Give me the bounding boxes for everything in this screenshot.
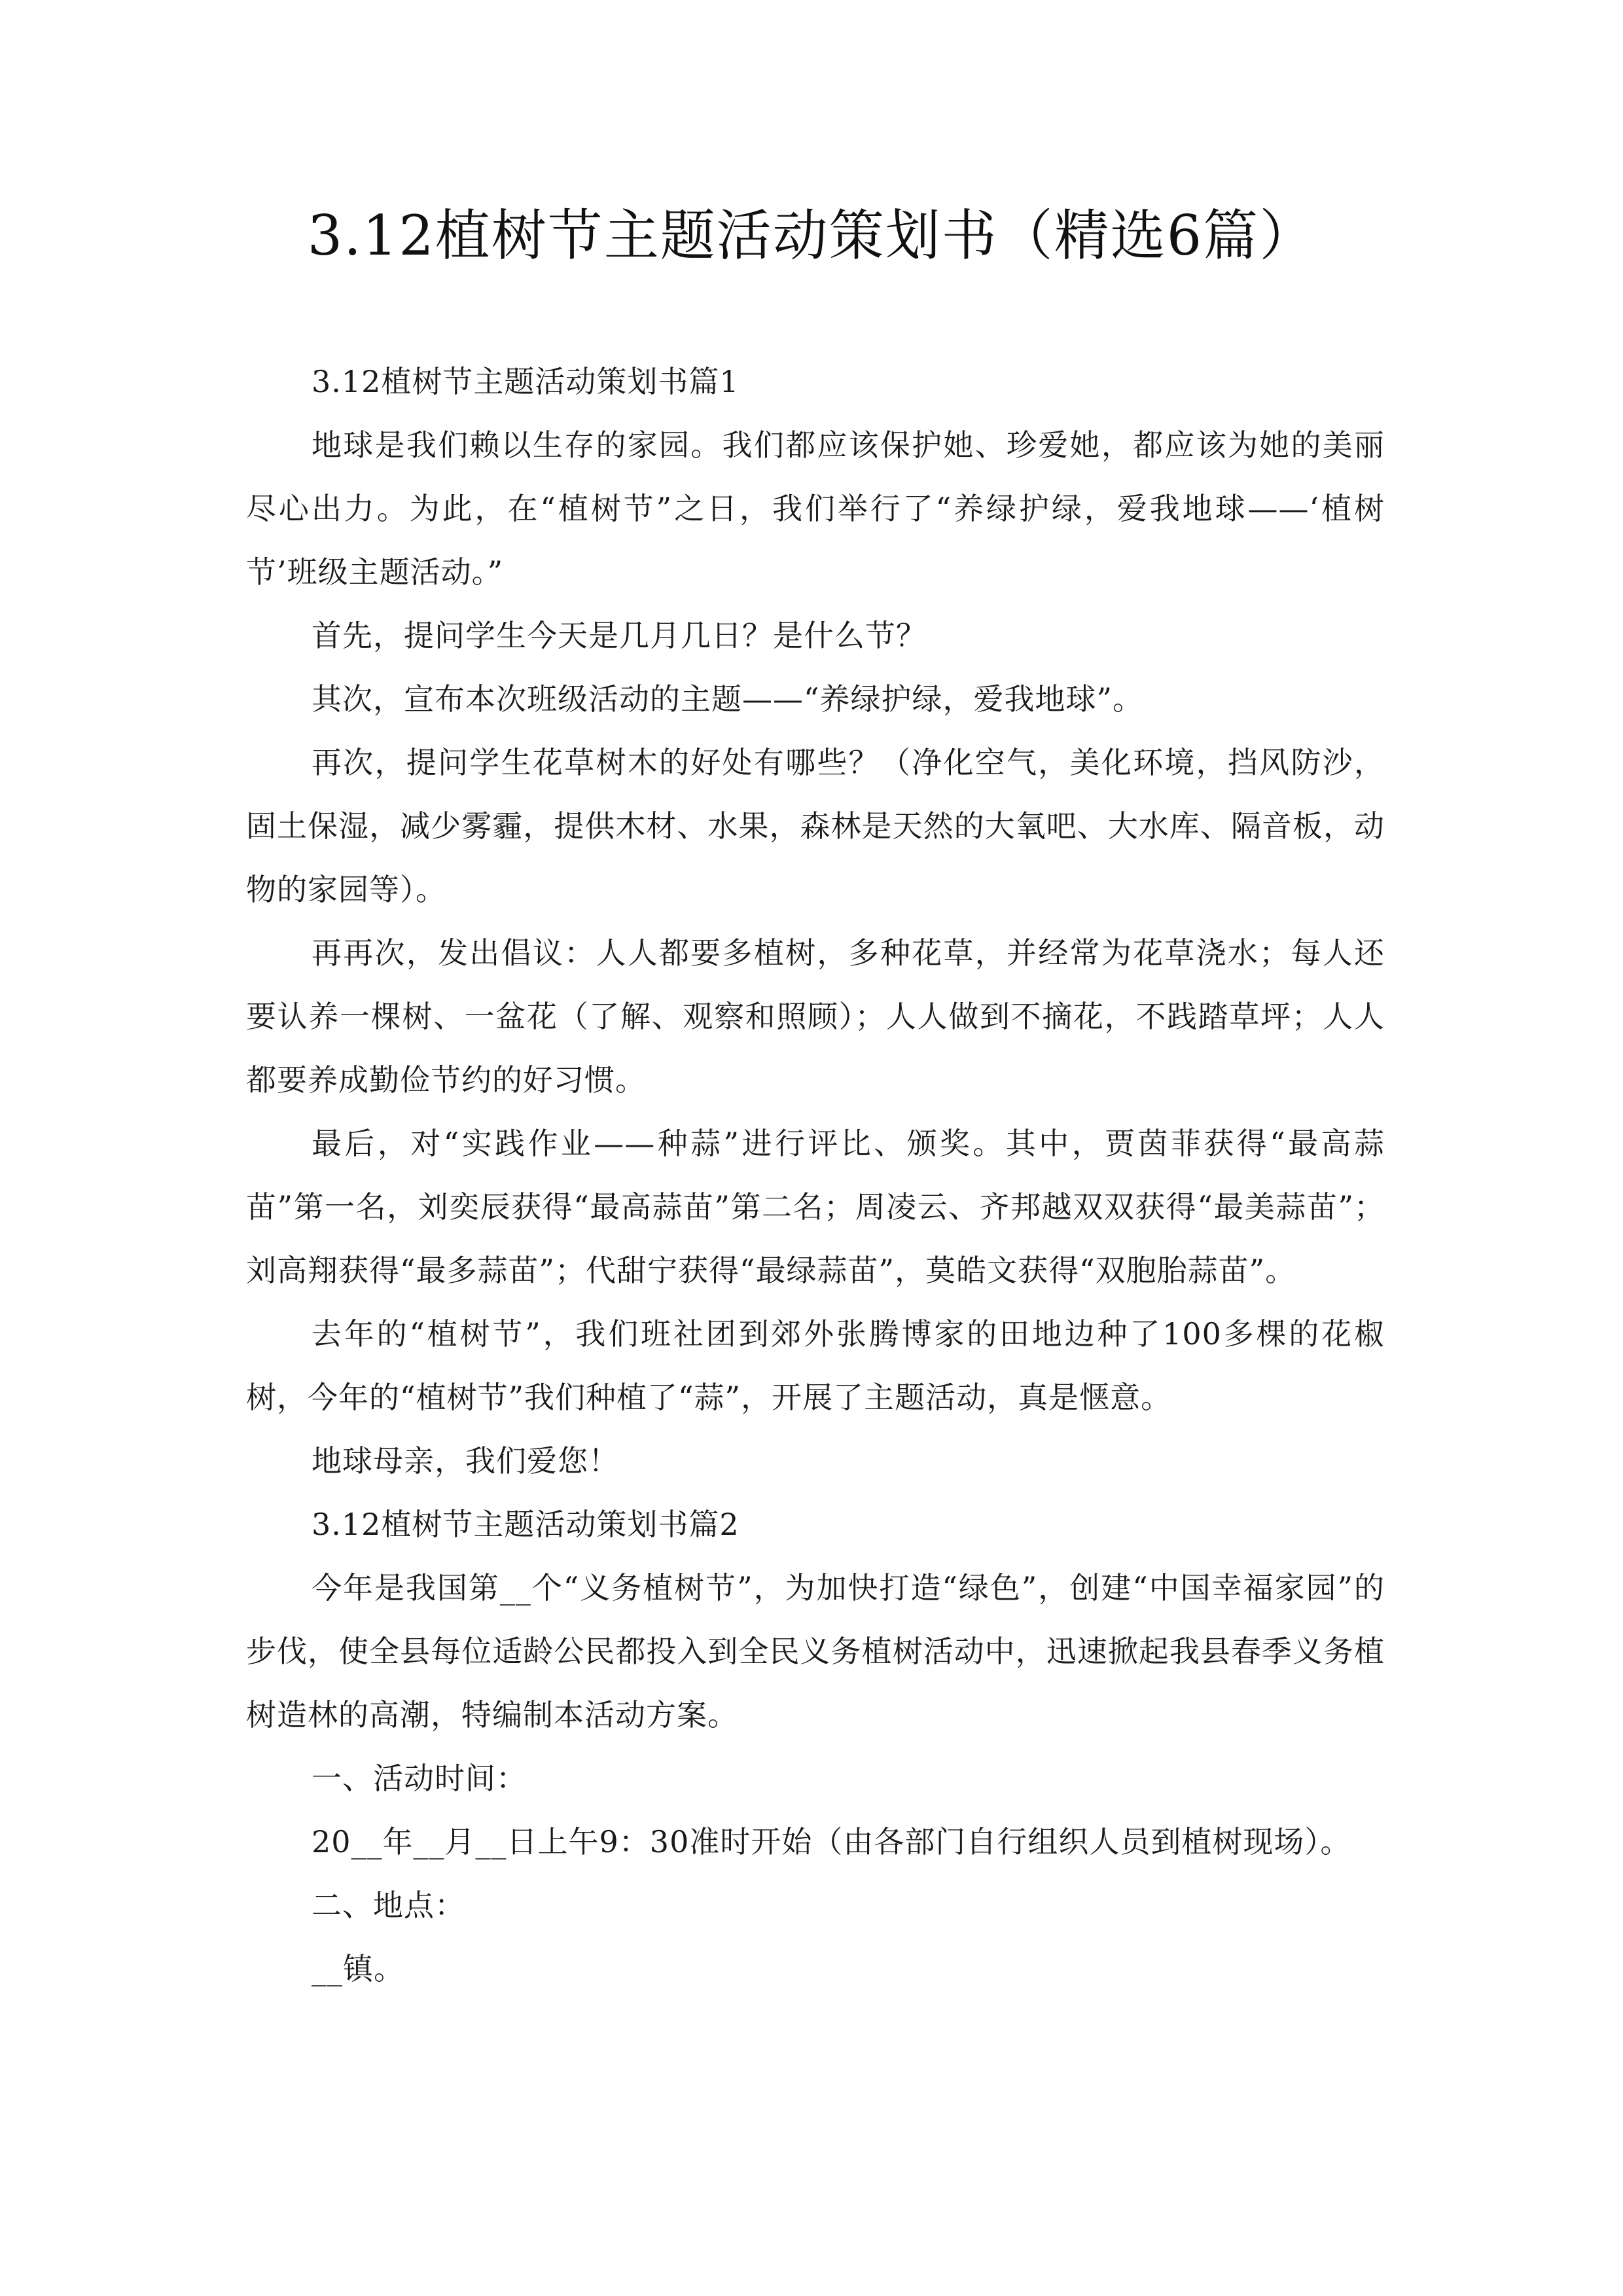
paragraph: 去年的“植树节”，我们班社团到郊外张腾博家的田地边种了100多棵的花椒树，今年的“植树节”我们种植了“蒜”，开展了主题活动，真是惬意。 [246,1316,1385,1415]
paragraph: 首先，提问学生今天是几月几日？是什么节？ [312,618,927,653]
paragraph: 再再次，发出倡议：人人都要多植树，多种花草，并经常为花草浇水；每人还要认养一棵树、一盆花（了解、观察和照顾）；人人做到不摘花，不践踏草坪；人人都要养成勤俭节约的好习惯。 [246,935,1385,1098]
paragraph: 一、活动时间： [312,1761,527,1796]
section-heading-1: 3.12植树节主题活动策划书篇1 [312,364,740,399]
paragraph: 地球母亲，我们爱您！ [312,1443,619,1479]
paragraph: __镇。 [312,1951,404,1986]
paragraph: 再次，提问学生花草树木的好处有哪些？（净化空气，美化环境，挡风防沙，固土保湿，减少雾霾，提供木材、水果，森林是天然的大氧吧、大水库、隔音板，动物的家园等）。 [246,745,1385,907]
paragraph: 20__年__月__日上午9：30准时开始（由各部门自行组织人员到植树现场）。 [312,1824,1351,1859]
paragraph: 二、地点： [312,1888,465,1923]
paragraph: 今年是我国第__个“义务植树节”，为加快打造“绿色”，创建“中国幸福家园”的步伐，使全县每位适龄公民都投入到全民义务植树活动中，迅速掀起我县春季义务植树造林的高潮，特编制本活动方案。 [246,1570,1385,1732]
section-heading-2: 3.12植树节主题活动策划书篇2 [312,1507,740,1542]
paragraph: 地球是我们赖以生存的家园。我们都应该保护她、珍爱她，都应该为她的美丽尽心出力。为此，在“植树节”之日，我们举行了“养绿护绿，爱我地球——‘植树节’班级主题活动。” [246,427,1385,590]
paragraph: 其次，宣布本次班级活动的主题——“养绿护绿，爱我地球”。 [312,681,1144,717]
paragraph: 最后，对“实践作业——种蒜”进行评比、颁奖。其中，贾茵菲获得“最高蒜苗”第一名，刘奕辰获得“最高蒜苗”第二名；周凌云、齐邦越双双获得“最美蒜苗”；刘高翔获得“最多蒜苗”；代甜宁获得“最绿蒜苗”，莫皓文获得“双胞胎蒜苗”。 [246,1126,1385,1288]
document-title: 3.12植树节主题活动策划书（精选6篇） [307,204,1316,268]
document-body [246,350,1385,2001]
